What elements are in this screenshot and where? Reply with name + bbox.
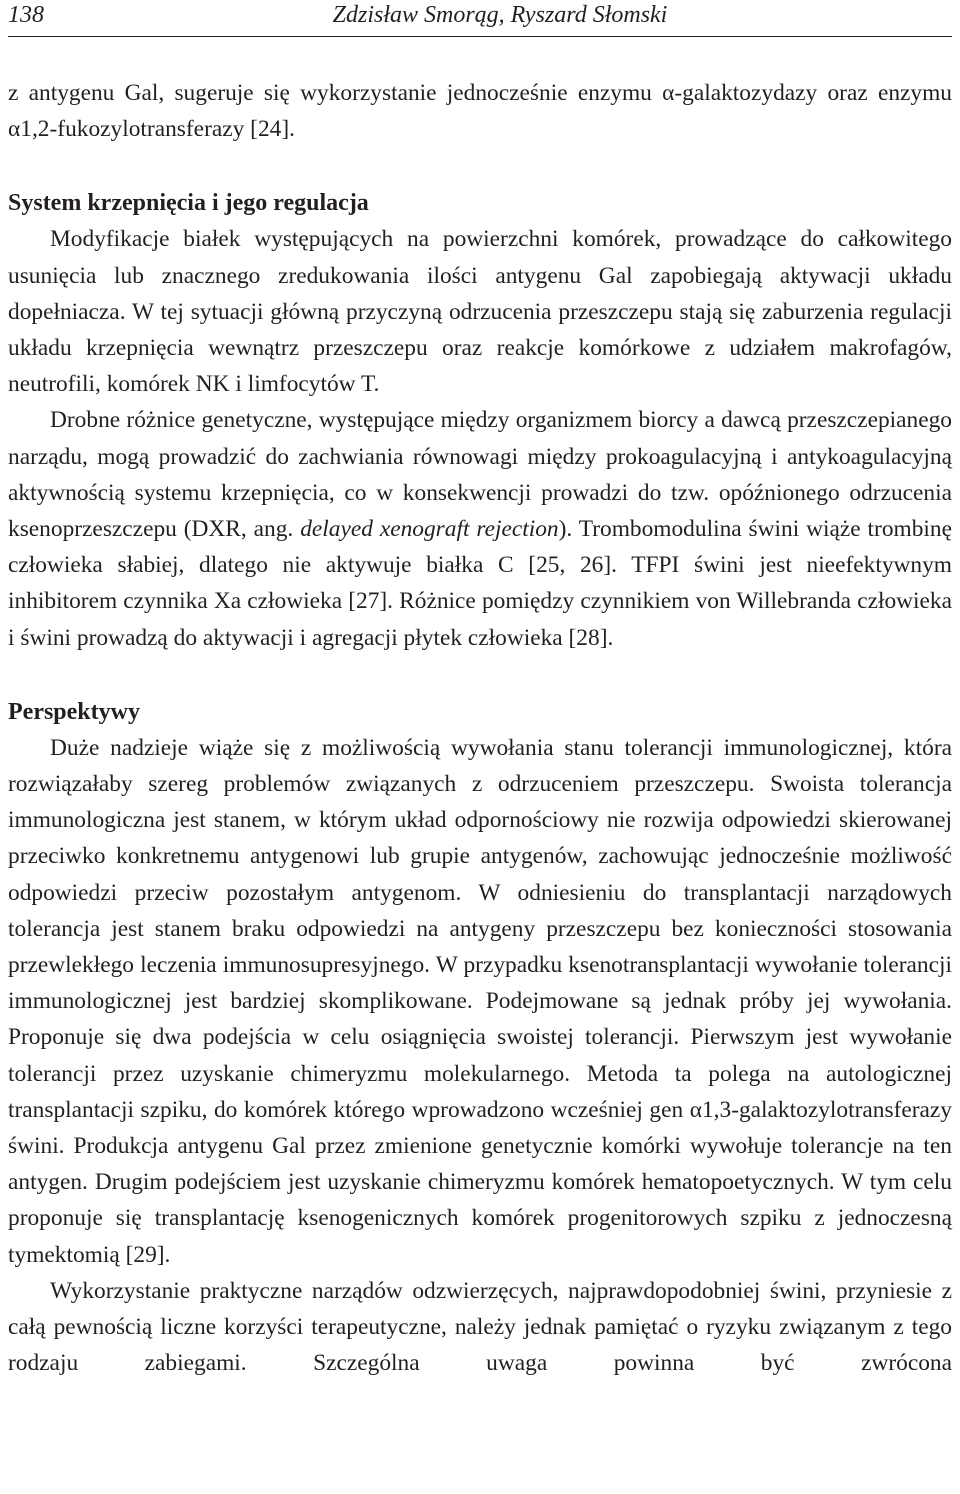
latin-term: delayed xenograft rejection: [300, 516, 559, 543]
intro-paragraph: z antygenu Gal, sugeruje się wykorzystanie jednocześnie enzymu α-galaktozydazy oraz enzymu α1,2-fukozylotransferazy [24].: [8, 80, 952, 143]
body-text: [8, 75, 952, 1382]
coagulation-paragraph-2: [8, 402, 952, 655]
running-header-authors: Zdzisław Smorąg, Ryszard Słomski: [332, 2, 668, 28]
section-heading-coagulation: System krzepnięcia i jego regulacja: [8, 190, 369, 217]
running-header: [8, 0, 952, 37]
section-heading-perspectives: Perspektywy: [8, 698, 140, 725]
page-number: 138: [8, 2, 44, 28]
coagulation-paragraph-1: Modyfikacje białek występujących na powierzchni komórek, prowadzące do całkowitego usunięcia lub znacznego zredukowania ilości antygenu Gal zapobiegają aktywacji układu dopełniacza. W tej sytuacji główną przyczyną odrzucenia przeszczepu stają się zaburzenia regulacji układu krzepnięcia wewnątrz przeszczepu oraz reakcje komórkowe z udziałem makrofagów, neutrofili, komórek NK i limfocytów T.: [8, 226, 952, 398]
perspectives-paragraph-2: Wykorzystanie praktyczne narządów odzwierzęcych, najprawdopodobniej świni, przyniesie z całą pewnością liczne korzyści terapeutyczne, należy jednak pamiętać o ryzyku związanym z tego rodzaju zabiegami. Szczególna uwaga powinna być zwrócona: [8, 1277, 952, 1377]
coagulation-paragraph-2-text-a: Drobne różnice genetyczne, występujące między organizmem biorcy a dawcą przeszczepianego narządu, mogą prowadzić do zachwiania równowagi między prokoagulacyjną i antykoagulacyjną aktywnością systemu krzepnięcia, co w konsekwencji prowadzi do tzw. opóźnionego odrzucenia ksenoprzeszczepu (DXR, ang.: [8, 407, 952, 543]
document-page: [8, 0, 952, 1382]
perspectives-paragraph-1: Duże nadzieje wiąże się z możliwością wywołania stanu tolerancji immunologicznej, która rozwiązałaby szereg problemów związanych z odrzuceniem przeszczepu. Swoista tolerancja immunologiczna jest stanem, w którym układ odpornościowy nie rozwija odpowiedzi skierowanej przeciwko konkretnemu antygenowi lub grupie antygenów, zachowując jednocześnie możliwość odpowiedzi przeciw pozostałym antygenom. W odniesieniu do transplantacji narządowych tolerancja jest stanem braku odpowiedzi na antygeny przeszczepu bez konieczności stosowania przewlekłego leczenia immunosupresyjnego. W przypadku ksenotransplantacji wywołanie tolerancji immunologicznej jest bardziej skomplikowane. Podejmowane są jednak próby jej wywołania. Proponuje się dwa podejścia w celu osiągnięcia swoistej tolerancji. Pierwszym jest wywołanie tolerancji przez uzyskanie chimeryzmu molekularnego. Metoda ta polega na autologicznej transplantacji szpiku, do komórek którego wprowadzono wcześniej gen α1,3-galaktozylotransferazy świni. Produkcja antygenu Gal przez zmienione genetycznie komórki wywołuje tolerancje na ten antygen. Drugim podejściem jest uzyskanie chimeryzmu komórek hematopoetycznych. W tym celu proponuje się transplantację ksenogenicznych komórek progenitorowych szpiku z jednoczesną tymektomią [29].: [8, 734, 952, 1268]
coagulation-paragraph-2-text-b: ). Trombomodulina świni wiąże trombinę człowieka słabiej, dlatego nie aktywuje białka C [25, 26]. TFPI świni jest nieefektywnym inhibitorem czynnika Xa człowieka [27]. Różnice pomiędzy czynnikiem von Willebranda człowieka i świni prowadzą do aktywacji i agregacji płytek człowieka [28].: [8, 516, 953, 651]
